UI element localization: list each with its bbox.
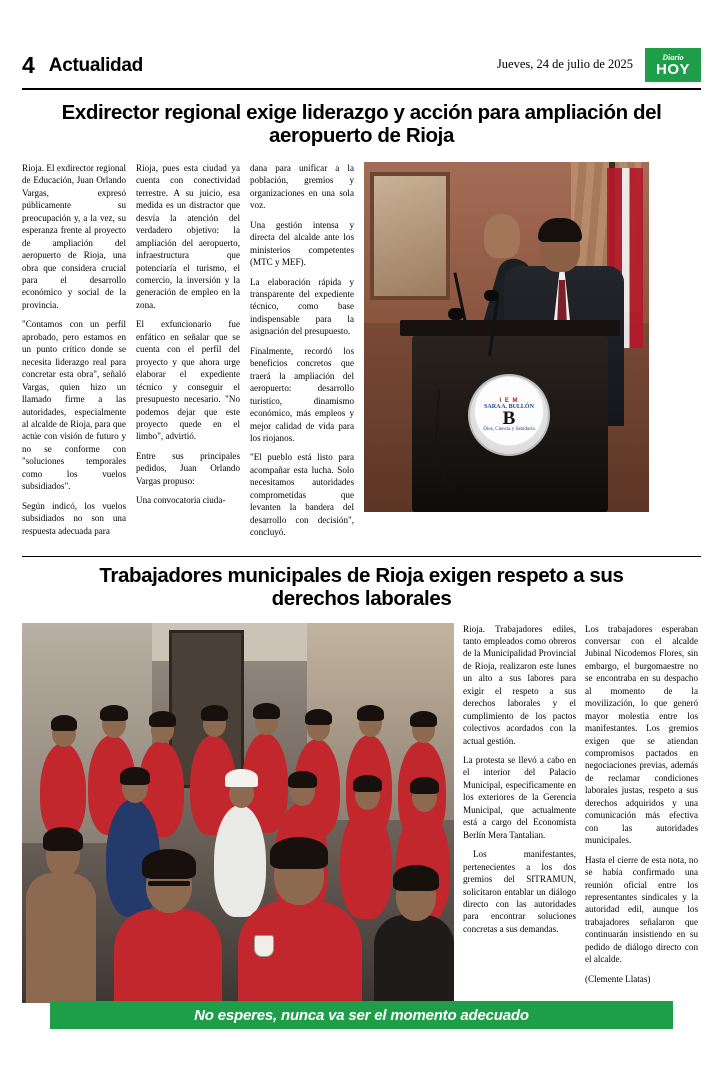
article-2-photo <box>22 623 454 1003</box>
logo-bottom-text: HOY <box>655 60 690 78</box>
seal-letter-text: B <box>502 407 516 429</box>
article-1-column-2 <box>136 162 240 546</box>
crowd-person <box>40 743 86 838</box>
paragraph: "Contamos con un perfil aprobado, pero estamos en un punto crítico donde se necesita liderazgo real para concretar esta obra", señaló Vargas, quien hizo un llamado firme a las autoridades, especialmente al alcalde de Rioja, para que actúe con visión de futuro y no se conforme con "soluciones temporales como los vuelos subsidiados". <box>22 319 126 492</box>
masthead <box>22 42 701 90</box>
article-byline: (Clemente Llatas) <box>585 973 651 984</box>
seal-top-text: I E M <box>499 397 519 404</box>
article-2-column-2 <box>585 623 698 1003</box>
photo-speaker-hand <box>484 214 520 258</box>
crowd-person-hair <box>51 715 77 731</box>
paragraph: Finalmente, recordó los beneficios concretos que traerá la ampliación del aeropuerto: desarrollo turístico, dinamismo económico, más empleos y mejor calidad de vida para los riojanos. <box>250 345 354 443</box>
crowd-person-hair <box>305 709 332 725</box>
crowd-person-hair <box>120 767 150 785</box>
paragraph: "El pueblo está listo para acompañar esta lucha. Solo necesitamos autoridades comprometidas que levanten la bandera del desarrollo con decisión", concluyó. <box>250 452 354 538</box>
photo-microphone-icon-2 <box>484 290 499 301</box>
paragraph: Rioja. Trabajadores ediles, tanto empleados como obreros de la Municipalidad Provincial de Rioja, realizaron este lunes un alto a sus labores para exigir el respeto a sus derechos laborales y el cumplimiento de los pactos colectivos acordados con la actual gestión. <box>463 623 576 746</box>
seal-bottom-text: Dios, Ciencia y Sabiduría <box>483 426 535 432</box>
paragraph: Una convocatoria ciuda- <box>136 495 226 506</box>
crowd-person-hair <box>100 705 128 721</box>
shield-emblem-icon <box>254 935 274 957</box>
crowd-person-hair <box>357 705 384 721</box>
section-name: Actualidad <box>48 54 143 76</box>
crowd-person-foreground <box>374 915 454 1003</box>
photo-institution-seal <box>468 374 550 456</box>
paragraph: Según indicó, los vuelos subsidiados no son una respuesta adecuada para <box>22 500 126 536</box>
article-2-body <box>22 623 701 1003</box>
masthead-date: Jueves, 24 de julio de 2025 <box>496 56 633 71</box>
paragraph: El exfuncionario fue enfático en señalar que se cuenta con el perfil del proyecto y que ahora urge elaborar el expediente técnico y conseguir el presupuesto necesario. "No podemos dejar que este proyecto quede en el limbo", advirtió. <box>136 319 240 442</box>
crowd-person-hair <box>410 777 439 794</box>
crowd-person <box>214 805 266 917</box>
crowd-person-hair <box>393 865 439 891</box>
newspaper-page <box>0 42 723 1066</box>
paragraph: Rioja. El exdirector regional de Educación, Juan Orlando Vargas, expresó públicamente su preocupación y, a la vez, su esperanza frente al proyecto de ampliación del aeropuerto de Rioja, una obra que considera crucial para el desarrollo económico y social de la provincia. <box>22 162 126 310</box>
crowd-person-hair <box>270 837 328 869</box>
article-1-body <box>22 162 701 546</box>
paragraph: La elaboración rápida y transparente del expediente técnico, como base indispensable para la asignación del presupuesto. <box>250 276 354 337</box>
crowd-person-hair <box>253 703 280 719</box>
article-1-column-3 <box>250 162 354 546</box>
seal-mid-text: SARA A. BULLÓN <box>484 403 534 410</box>
paragraph: dana para unificar a la población, gremios y organizaciones en una sola voz. <box>250 162 354 211</box>
paragraph: Los trabajadores esperaban conversar con el alcalde Jubinal Nicodemos Flores, sin embargo, el burgomaestre no se encontraba en su despacho al momento de la movilización, lo que generó mayor molestia entre los manifestantes. Los gremios exigen que se atiendan compromisos pactados en negociaciones previas, además de reclamar condiciones laborales justas, respeto a sus derechos adquiridos y una comunicación más efectiva con las autoridades municipales. <box>585 623 698 846</box>
article-1-headline: Exdirector regional exige liderazgo y acción para ampliación del aeropuerto de Rioja <box>61 101 662 147</box>
crowd-person-hair <box>43 827 83 851</box>
footer-banner-text: No esperes, nunca va ser el momento adecuado <box>194 1006 529 1024</box>
crowd-person <box>340 807 392 919</box>
diario-hoy-logo <box>645 48 701 82</box>
paragraph: Una gestión intensa y directa del alcalde ante los ministerios competentes (MTC y MEF). <box>250 219 354 268</box>
photo-window <box>370 172 450 300</box>
paragraph: Los manifestantes, pertenecientes a los dos gremios del SITRAMUN, solicitaron entablar un diálogo directo con las autoridades para encontrar soluciones concretas a sus demandas. <box>463 849 576 934</box>
crowd-person-hair <box>149 711 176 727</box>
logo-top-text: Diario <box>662 52 684 62</box>
section-divider <box>22 556 701 557</box>
crowd-person-hair <box>201 705 228 721</box>
crowd-person-foreground <box>114 909 222 1003</box>
crowd-person-cap <box>225 769 258 787</box>
crowd-person-foreground <box>26 873 96 1003</box>
crowd-person-hair <box>142 849 196 879</box>
footer-banner <box>50 1001 673 1029</box>
photo-podium-top <box>400 320 620 336</box>
article-2-headline: Trabajadores municipales de Rioja exigen respeto a sus derechos laborales <box>99 563 624 610</box>
page-number: 4 <box>22 51 35 78</box>
sunglasses-icon <box>148 881 190 886</box>
article-1-photo <box>364 162 649 512</box>
paragraph: La protesta se llevó a cabo en el interior del Palacio Municipal, específicamente en los exteriores de la Gerencia Municipal, que actualmente está a cargo del Economista Berlín Mera Tantalian. <box>463 755 576 840</box>
paragraph: Hasta el cierre de esta nota, no se había confirmado una reunión oficial entre los representantes sindicales y la autoridad edil, aunque los trabajadores señalaron que continuarán insistiendo en su pedido de diálogo directo con el alcalde. <box>585 854 698 965</box>
paragraph: Rioja, pues esta ciudad ya cuenta con conectividad terrestre. A su juicio, esa medida es un distractor que desvía la atención del verdadero objetivo: la ampliación del aeropuerto, infraestructura que potenciaría el turismo, el comercio, la inversión y la generación de empleo en la zona. <box>136 162 240 310</box>
photo-crowd <box>22 623 454 1003</box>
article-1-column-1 <box>22 162 126 546</box>
crowd-person-hair <box>288 771 317 788</box>
paragraph: Entre sus principales pedidos, Juan Orlando Vargas propuso: <box>136 450 240 486</box>
crowd-person-hair <box>410 711 437 727</box>
crowd-person-hair <box>353 775 382 792</box>
photo-microphone-icon <box>448 308 464 320</box>
article-2-column-1 <box>463 623 576 1003</box>
